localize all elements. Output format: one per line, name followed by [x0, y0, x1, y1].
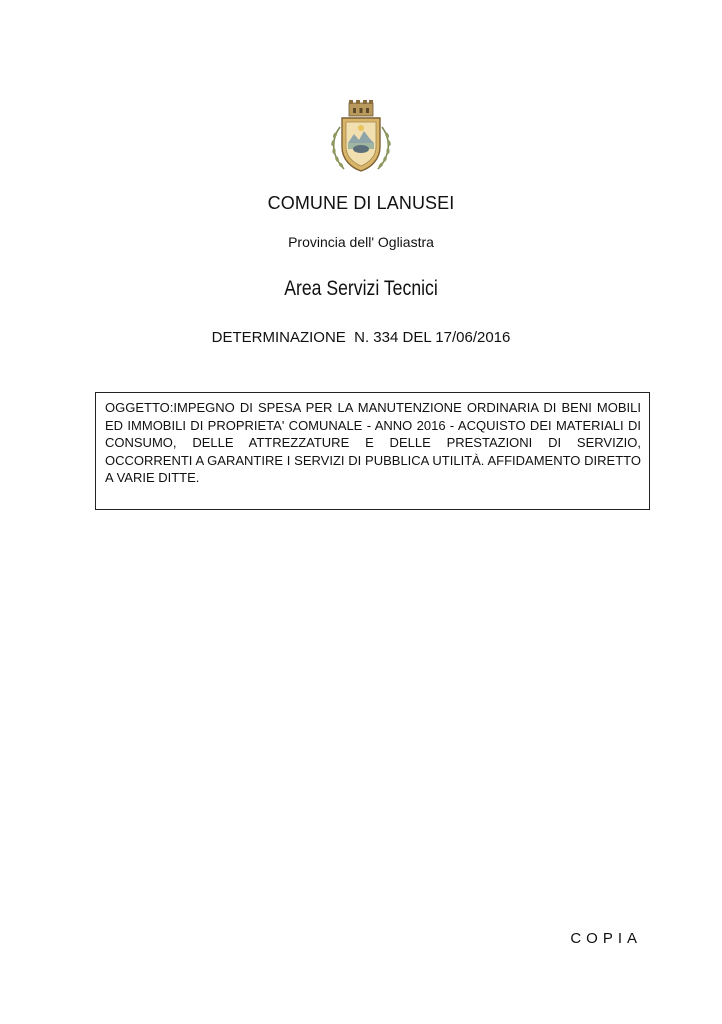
subject-box	[95, 392, 650, 510]
department-area: Area Servizi Tecnici	[284, 277, 438, 300]
municipal-crest-icon	[326, 97, 396, 177]
copy-label: COPIA	[570, 930, 642, 947]
subject-text: OGGETTO:IMPEGNO DI SPESA PER LA MANUTENZIONE ORDINARIA DI BENI MOBILI ED IMMOBILI DI PROPRIETA' COMUNALE - ANNO 2016 - ACQUISTO DEI MATERIALI DI CONSUMO, DELLE ATTREZZATURE E DELLE PRESTAZIONI DI SERVIZIO, OCCORRENTI A GARANTIRE I SERVIZI DI PUBBLICA UTILITÀ. AFFIDAMENTO DIRETTO A VARIE DITTE.	[105, 400, 641, 486]
province-name: Provincia dell' Ogliastra	[288, 234, 434, 250]
municipality-name: COMUNE DI LANUSEI	[267, 193, 455, 213]
determination-number: DETERMINAZIONE N. 334 DEL 17/06/2016	[211, 329, 511, 346]
